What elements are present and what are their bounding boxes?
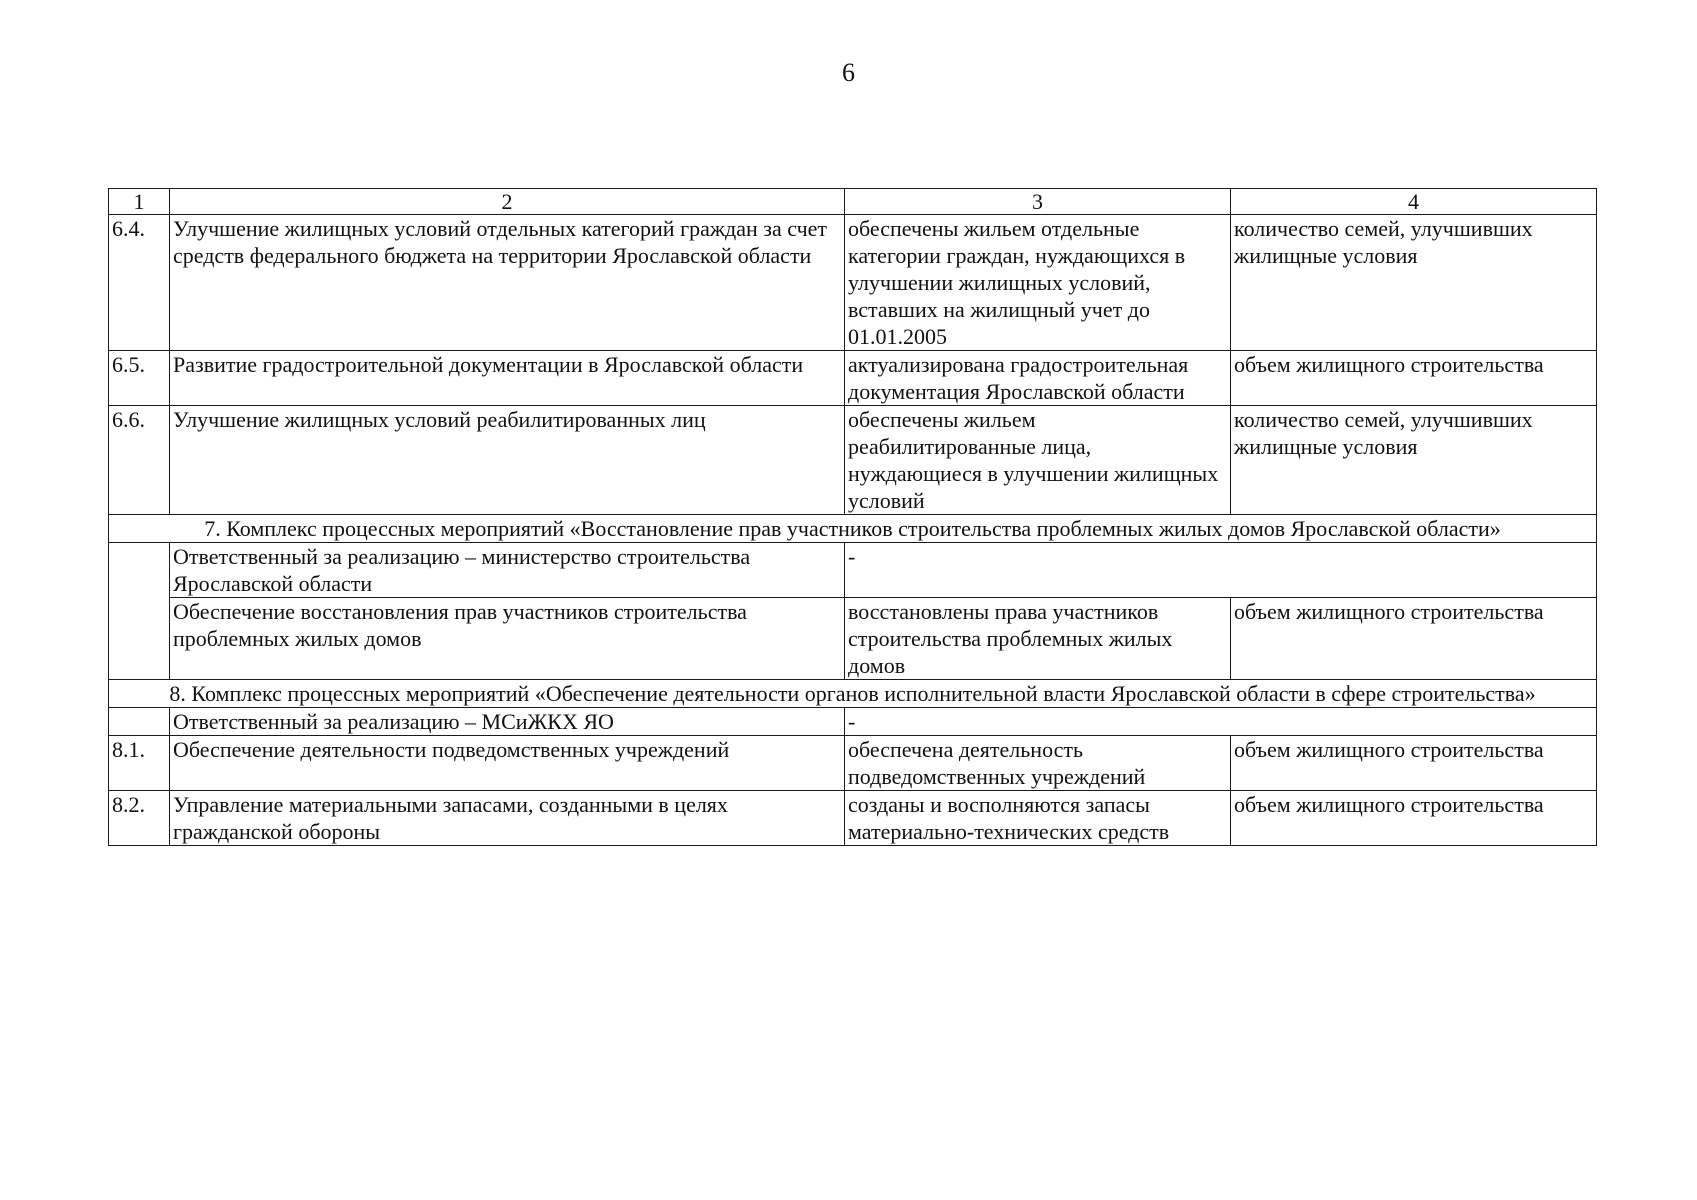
table-row bbox=[109, 351, 1597, 406]
row-measure: Управление материальными запасами, созданными в целях гражданской обороны bbox=[170, 791, 845, 846]
responsible-value: - bbox=[845, 708, 1597, 736]
responsible-label: Ответственный за реализацию – министерство строительства Ярославской области bbox=[170, 543, 845, 598]
header-cell: 1 bbox=[109, 189, 170, 215]
row-indicator: объем жилищного строительства bbox=[1231, 351, 1597, 406]
table-row bbox=[109, 215, 1597, 351]
row-indicator: объем жилищного строительства bbox=[1231, 598, 1597, 680]
page-number: 6 bbox=[842, 58, 855, 87]
row-result: восстановлены права участников строительства проблемных жилых домов bbox=[845, 598, 1231, 680]
header-cell: 2 bbox=[170, 189, 845, 215]
row-number: 6.6. bbox=[109, 406, 170, 515]
row-number bbox=[109, 543, 170, 680]
row-number: 6.5. bbox=[109, 351, 170, 406]
row-number: 8.2. bbox=[109, 791, 170, 846]
table-header-row bbox=[109, 189, 1597, 215]
header-cell: 3 bbox=[845, 189, 1231, 215]
row-result: обеспечены жильем отдельные категории граждан, нуждающихся в улучшении жилищных условий, вставших на жилищный учет до 01.01.2005 bbox=[845, 215, 1231, 351]
row-indicator: количество семей, улучшивших жилищные условия bbox=[1231, 215, 1597, 351]
row-measure: Обеспечение деятельности подведомственных учреждений bbox=[170, 736, 845, 791]
responsible-value: - bbox=[845, 543, 1597, 598]
table-row bbox=[109, 406, 1597, 515]
header-cell: 4 bbox=[1231, 189, 1597, 215]
measures-table bbox=[108, 188, 1597, 846]
section-7-title-row bbox=[109, 515, 1597, 543]
row-indicator: объем жилищного строительства bbox=[1231, 791, 1597, 846]
row-measure: Обеспечение восстановления прав участников строительства проблемных жилых домов bbox=[170, 598, 845, 680]
row-measure: Улучшение жилищных условий реабилитированных лиц bbox=[170, 406, 845, 515]
section-title: 8. Комплекс процессных мероприятий «Обеспечение деятельности органов исполнительной власти Ярославской области в сфере строительства» bbox=[109, 680, 1597, 708]
table-row bbox=[109, 791, 1597, 846]
row-result: актуализирована градостроительная документация Ярославской области bbox=[845, 351, 1231, 406]
section-title: 7. Комплекс процессных мероприятий «Восстановление прав участников строительства проблемных жилых домов Ярославской области» bbox=[109, 515, 1597, 543]
responsible-label: Ответственный за реализацию – МСиЖКХ ЯО bbox=[170, 708, 845, 736]
row-number: 8.1. bbox=[109, 736, 170, 791]
row-measure: Улучшение жилищных условий отдельных категорий граждан за счет средств федерального бюджета на территории Ярославской области bbox=[170, 215, 845, 351]
row-number: 6.4. bbox=[109, 215, 170, 351]
table-row bbox=[109, 598, 1597, 680]
responsible-row bbox=[109, 543, 1597, 598]
section-8-title-row bbox=[109, 680, 1597, 708]
row-result: созданы и восполняются запасы материально-технических средств bbox=[845, 791, 1231, 846]
row-number bbox=[109, 708, 170, 736]
row-result: обеспечена деятельность подведомственных учреждений bbox=[845, 736, 1231, 791]
row-indicator: количество семей, улучшивших жилищные условия bbox=[1231, 406, 1597, 515]
row-measure: Развитие градостроительной документации в Ярославской области bbox=[170, 351, 845, 406]
row-indicator: объем жилищного строительства bbox=[1231, 736, 1597, 791]
responsible-row bbox=[109, 708, 1597, 736]
row-result: обеспечены жильем реабилитированные лица, нуждающиеся в улучшении жилищных условий bbox=[845, 406, 1231, 515]
table-row bbox=[109, 736, 1597, 791]
